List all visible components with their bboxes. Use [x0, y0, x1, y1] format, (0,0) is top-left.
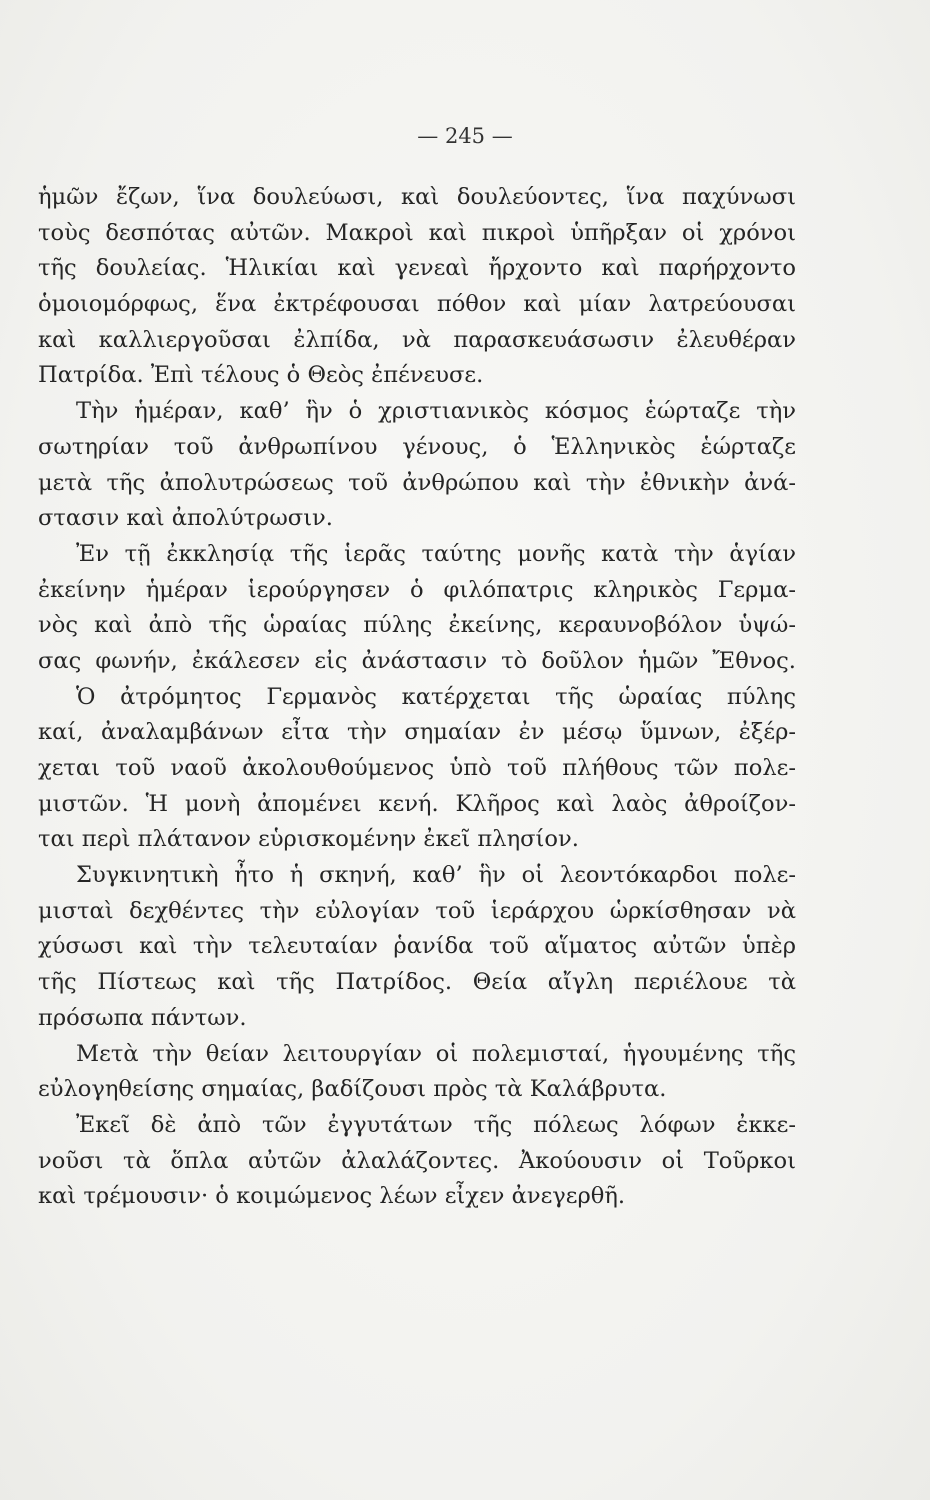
body-text [38, 180, 796, 1215]
text-line: μιστῶν. Ἡ μονὴ ἀπομένει κενή. Κλῆρος καὶ λαὸς ἀθροίζον- [38, 790, 796, 817]
text-line: Ὁ ἀτρόμητος Γερμανὸς κατέρχεται τῆς ὡραίας πύλης [76, 683, 796, 710]
text-line: σωτηρίαν τοῦ ἀνθρωπίνου γένους, ὁ Ἑλληνικὸς ἑώρταζε [38, 433, 796, 460]
text-line: σας φωνήν, ἐκάλεσεν εἰς ἀνάστασιν τὸ δοῦλον ἡμῶν Ἔθνος. [38, 647, 796, 674]
text-line: Μετὰ τὴν θείαν λειτουργίαν οἱ πολεμισταί, ἡγουμένης τῆς [76, 1040, 796, 1067]
text-line: ἐκείνην ἡμέραν ἱερούργησεν ὁ φιλόπατρις κληρικὸς Γερμα- [38, 576, 796, 603]
text-line: καὶ τρέμουσιν· ὁ κοιμώμενος λέων εἶχεν ἀνεγερθῆ. [38, 1183, 626, 1210]
text-line: τοὺς δεσπότας αὐτῶν. Μακροὶ καὶ πικροὶ ὑπῆρξαν οἱ χρόνοι [38, 219, 796, 246]
text-line: ὁμοιομόρφως, ἕνα ἐκτρέφουσαι πόθον καὶ μίαν λατρεύουσαι [38, 291, 796, 318]
text-line: Τὴν ἡμέραν, καθ’ ἣν ὁ χριστιανικὸς κόσμος ἑώρταζε τὴν [76, 398, 796, 425]
text-line: τῆς δουλείας. Ἡλικίαι καὶ γενεαὶ ἤρχοντο καὶ παρήρχοντο [38, 255, 796, 282]
text-line: νοῦσι τὰ ὅπλα αὐτῶν ἀλαλάζοντες. Ἀκούουσιν οἱ Τοῦρκοι [38, 1147, 796, 1174]
text-line: Ἐν τῇ ἐκκλησίᾳ τῆς ἱερᾶς ταύτης μονῆς κατὰ τὴν ἁγίαν [76, 540, 796, 567]
text-line: πρόσωπα πάντων. [38, 1004, 247, 1031]
text-line: στασιν καὶ ἀπολύτρωσιν. [38, 505, 333, 532]
text-line: χεται τοῦ ναοῦ ἀκολουθούμενος ὑπὸ τοῦ πλήθους τῶν πολε- [38, 755, 796, 781]
text-line: τῆς Πίστεως καὶ τῆς Πατρίδος. Θεία αἴγλη περιέλουε τὰ [38, 969, 796, 996]
text-line: καὶ καλλιεργοῦσαι ἐλπίδα, νὰ παρασκευάσωσιν ἐλευθέραν [38, 326, 796, 353]
text-line: Πατρίδα. Ἐπὶ τέλους ὁ Θεὸς ἐπένευσε. [38, 362, 484, 389]
text-line: Συγκινητικὴ ἦτο ἡ σκηνή, καθ’ ἣν οἱ λεοντόκαρδοι πολε- [76, 862, 796, 889]
text-line: εὐλογηθείσης σημαίας, βαδίζουσι πρὸς τὰ Καλάβρυτα. [38, 1076, 667, 1103]
text-line: ἡμῶν ἔζων, ἵνα δουλεύωσι, καὶ δουλεύοντες, ἵνα παχύνωσι [38, 184, 796, 210]
text-line: χύσωσι καὶ τὴν τελευταίαν ῥανίδα τοῦ αἵματος αὐτῶν ὑπὲρ [38, 933, 796, 960]
text-line: μετὰ τῆς ἀπολυτρώσεως τοῦ ἀνθρώπου καὶ τὴν ἐθνικὴν ἀνά- [38, 469, 796, 496]
text-line: νὸς καὶ ἀπὸ τῆς ὡραίας πύλης ἐκείνης, κεραυνοβόλον ὑψώ- [38, 612, 796, 639]
page-number: — 245 — [417, 124, 513, 148]
text-line: ται περὶ πλάτανον εὑρισκομένην ἐκεῖ πλησίον. [38, 826, 579, 853]
text-line: καί, ἀναλαμβάνων εἶτα τὴν σημαίαν ἐν μέσῳ ὕμνων, ἐξέρ- [38, 719, 796, 746]
text-line: μισταὶ δεχθέντες τὴν εὐλογίαν τοῦ ἱεράρχου ὡρκίσθησαν νὰ [38, 897, 796, 924]
text-line: Ἐκεῖ δὲ ἀπὸ τῶν ἐγγυτάτων τῆς πόλεως λόφων ἐκκε- [76, 1111, 796, 1138]
